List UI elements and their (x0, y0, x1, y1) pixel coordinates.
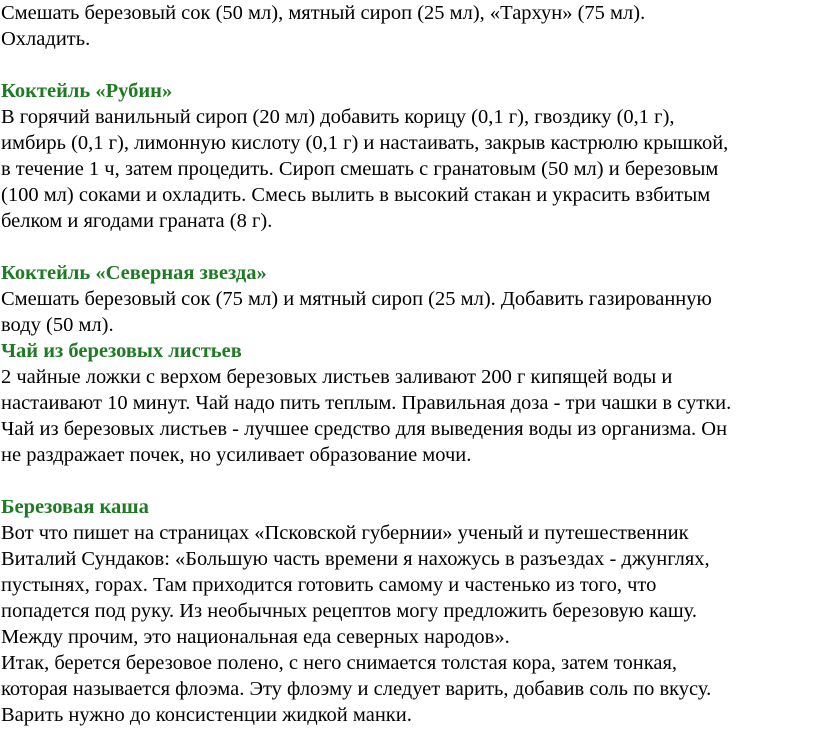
section-northern-star-cocktail (1, 260, 813, 338)
text-line: Между прочим, это национальная еда северных народов». (1, 626, 510, 648)
paragraph-spacer (1, 468, 813, 494)
section-title: Березовая каша (1, 496, 149, 518)
text-line: 2 чайные ложки с верхом березовых листьев заливают 200 г кипящей воды и (1, 366, 673, 388)
section-birch-leaf-tea (1, 338, 813, 468)
text-line: В горячий ванильный сироп (20 мл) добавить корицу (0,1 г), гвоздику (0,1 г), (1, 106, 675, 128)
text-line: которая называется флоэма. Эту флоэму и следует варить, добавив соль по вкусу. (1, 678, 712, 700)
text-line: воду (50 мл). (1, 314, 114, 336)
section-title: Чай из березовых листьев (1, 340, 242, 362)
text-line: не раздражает почек, но усиливает образование мочи. (1, 444, 472, 466)
text-line: Охладить. (1, 28, 91, 50)
text-line: пустынях, горах. Там приходится готовить самому и частенько из того, что (1, 574, 657, 596)
intro-paragraph (1, 0, 813, 52)
recipe-document (1, 0, 813, 728)
section-title: Коктейль «Рубин» (1, 80, 173, 102)
text-line: Чай из березовых листьев - лучшее средство для выведения воды из организма. Он (1, 418, 728, 440)
section-rubin-cocktail (1, 78, 813, 234)
paragraph-spacer (1, 234, 813, 260)
text-line: (100 мл) соками и охладить. Смесь вылить в высокий стакан и украсить взбитым (1, 184, 711, 206)
text-line: Смешать березовый сок (75 мл) и мятный сироп (25 мл). Добавить газированную (1, 288, 712, 310)
text-line: в течение 1 ч, затем процедить. Сироп смешать с гранатовым (50 мл) и березовым (1, 158, 719, 180)
text-line: настаивают 10 минут. Чай надо пить теплым. Правильная доза - три чашки в сутки. (1, 392, 732, 414)
text-line: Вот что пишет на страницах «Псковской губернии» ученый и путешественник (1, 522, 689, 544)
text-line: Смешать березовый сок (50 мл), мятный сироп (25 мл), «Тархун» (75 мл). (1, 2, 646, 24)
text-line: Варить нужно до консистенции жидкой манки. (1, 704, 412, 726)
text-line: Итак, берется березовое полено, с него снимается толстая кора, затем тонкая, (1, 652, 678, 674)
paragraph-spacer (1, 52, 813, 78)
section-birch-porridge (1, 494, 813, 728)
text-line: Виталий Сундаков: «Большую часть времени я нахожусь в разъездах - джунглях, (1, 548, 710, 570)
text-line: белком и ягодами граната (8 г). (1, 210, 273, 232)
section-title: Коктейль «Северная звезда» (1, 262, 267, 284)
text-line: имбирь (0,1 г), лимонную кислоту (0,1 г) и настаивать, закрыв кастрюлю крышкой, (1, 132, 729, 154)
text-line: попадется под руку. Из необычных рецептов могу предложить березовую кашу. (1, 600, 697, 622)
